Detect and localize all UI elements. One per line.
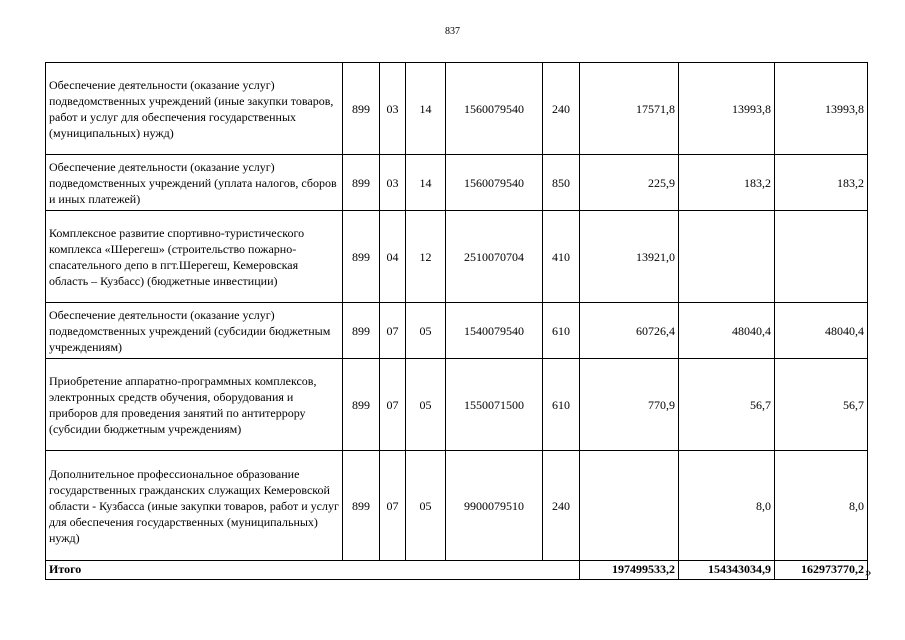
sum-2: 48040,4 [679,303,775,359]
sum-3: 56,7 [775,359,868,451]
expense-type: 610 [543,359,580,451]
expense-type: 240 [543,451,580,561]
table-row [46,211,868,303]
subsection-code: 05 [406,451,446,561]
section-code: 04 [380,211,406,303]
subsection-code: 05 [406,303,446,359]
table-row [46,359,868,451]
row-name: Дополнительное профессиональное образование государственных гражданских служащих Кемеровской области - Кузбасса (иные закупки товаров, работ и услуг для обеспечения государственных (муниципальных) нужд) [46,451,343,561]
sum-1: 770,9 [580,359,679,451]
sum-1: 60726,4 [580,303,679,359]
ministry-code: 899 [343,359,380,451]
table-row [46,451,868,561]
total-sum-1: 197499533,2 [580,561,679,580]
ministry-code: 899 [343,451,380,561]
table-row [46,63,868,155]
sum-3: 8,0 [775,451,868,561]
ministry-code: 899 [343,303,380,359]
subsection-code: 14 [406,63,446,155]
expense-type: 610 [543,303,580,359]
sum-1: 13921,0 [580,211,679,303]
section-code: 07 [380,451,406,561]
sum-3: 13993,8 [775,63,868,155]
section-code: 03 [380,63,406,155]
sum-1: 17571,8 [580,63,679,155]
section-code: 07 [380,303,406,359]
total-row [46,561,868,580]
row-name: Обеспечение деятельности (оказание услуг) подведомственных учреждений (иные закупки товаров, работ и услуг для обеспечения государственных (муниципальных) нужд) [46,63,343,155]
table-body [46,63,868,561]
sum-2: 56,7 [679,359,775,451]
target-article: 2510070704 [446,211,543,303]
row-name: Комплексное развитие спортивно-туристического комплекса «Шерегеш» (строительство пожарно-спасательного депо в пгт.Шерегеш, Кемеровская область – Кузбасс) (бюджетные инвестиции) [46,211,343,303]
sum-2 [679,211,775,303]
closing-quote: » [865,564,872,579]
target-article: 1560079540 [446,155,543,211]
sum-3: 183,2 [775,155,868,211]
subsection-code: 12 [406,211,446,303]
expense-type: 410 [543,211,580,303]
sum-2: 13993,8 [679,63,775,155]
section-code: 07 [380,359,406,451]
expense-type: 850 [543,155,580,211]
target-article: 1560079540 [446,63,543,155]
row-name: Приобретение аппаратно-программных комплексов, электронных средств обучения, оборудования и приборов для проведения занятий по антитеррору (субсидии бюджетным учреждениям) [46,359,343,451]
target-article: 1550071500 [446,359,543,451]
target-article: 1540079540 [446,303,543,359]
ministry-code: 899 [343,155,380,211]
sum-3: 48040,4 [775,303,868,359]
ministry-code: 899 [343,63,380,155]
row-name: Обеспечение деятельности (оказание услуг) подведомственных учреждений (субсидии бюджетным учреждениям) [46,303,343,359]
target-article: 9900079510 [446,451,543,561]
sum-3 [775,211,868,303]
row-name: Обеспечение деятельности (оказание услуг) подведомственных учреждений (уплата налогов, сборов и иных платежей) [46,155,343,211]
table-row [46,155,868,211]
ministry-code: 899 [343,211,380,303]
total-sum-2: 154343034,9 [679,561,775,580]
subsection-code: 05 [406,359,446,451]
sum-1 [580,451,679,561]
total-label: Итого [46,561,580,580]
expense-type: 240 [543,63,580,155]
budget-table [45,62,868,580]
page-number: 837 [445,26,460,37]
sum-1: 225,9 [580,155,679,211]
total-sum-3: 162973770,2 [775,561,868,580]
table-row [46,303,868,359]
sum-2: 8,0 [679,451,775,561]
section-code: 03 [380,155,406,211]
subsection-code: 14 [406,155,446,211]
sum-2: 183,2 [679,155,775,211]
